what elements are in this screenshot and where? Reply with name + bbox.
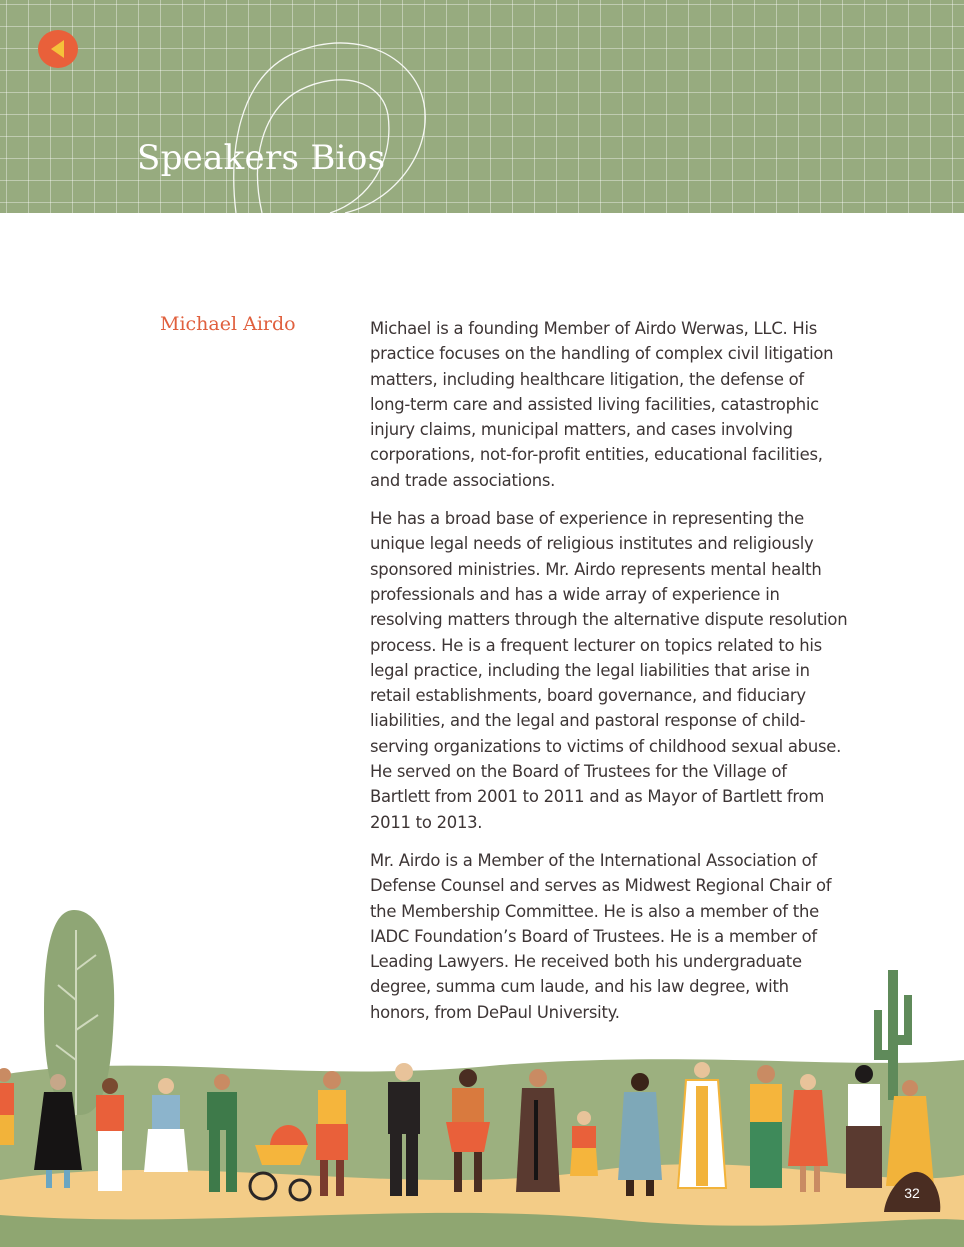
bio-paragraph: Mr. Airdo is a Member of the International Association of Defense Counsel and serves as Midwest Regional Chair of the Membership Committee. He is also a member of the IADC Foundation’s Board of Trustees. He is a member of Leading Lawyers. He received both his undergraduate degree, summa cum laude, and his law degree, with honors, from DePaul University. xyxy=(370,850,832,1022)
bio-paragraph: He has a broad base of experience in representing the unique legal needs of religious institutes and religiously sponsored ministries. Mr. Airdo represents mental health professionals and has a wide array of experience in resolving matters through the alternative dispute resolution process. He is a frequent lecturer on topics related to his legal practice, including the legal liabilities that arise in retail establishments, board governance, and fiduciary liabilities, and the legal and pastoral response of child-serving organizations to victims of childhood sexual abuse. He served on the Board of Trustees for the Village of Bartlett from 2001 to 2011 and as Mayor of Bartlett from 2011 to 2013. xyxy=(370,509,848,832)
bio-paragraph: Michael is a founding Member of Airdo Werwas, LLC. His practice focuses on the handling of complex civil litigation matters, including healthcare litigation, the defense of long-term care and assisted living facilities, catastrophic injury claims, municipal matters, and cases involving corporations, not-for-profit entities, educational facilities, and trade associations. xyxy=(370,319,834,490)
page-header xyxy=(0,0,964,213)
back-arrow-icon xyxy=(38,30,78,68)
page-title: Speakers Bios xyxy=(137,138,386,178)
people-holding-hands-illustration xyxy=(0,900,964,1247)
person-figure xyxy=(678,1062,726,1188)
page-number: 32 xyxy=(904,1185,920,1201)
speaker-name: Michael Airdo xyxy=(160,313,296,335)
back-button[interactable] xyxy=(38,30,78,68)
swirl-decoration xyxy=(0,0,964,213)
